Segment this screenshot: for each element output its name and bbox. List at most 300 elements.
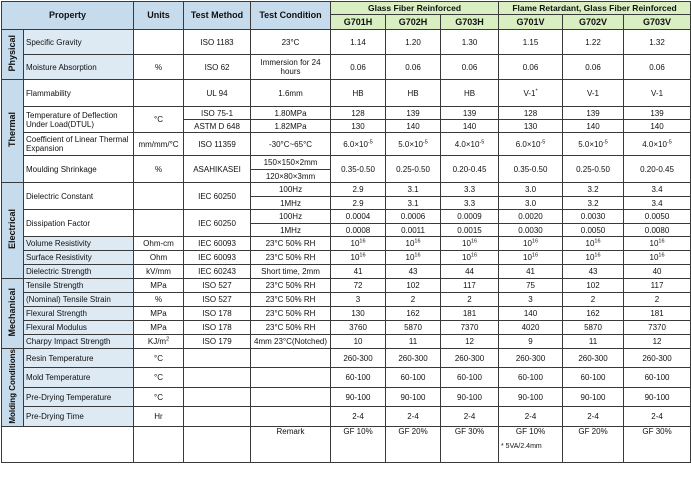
table-row: [2, 321, 691, 335]
property-name: Surface Resistivity: [24, 251, 134, 265]
units-cell: MPa: [134, 321, 184, 335]
value-cell: 2: [624, 293, 691, 307]
value-cell: 2-4: [441, 407, 499, 426]
value-base: 4.0×10: [642, 139, 667, 149]
table-row: [2, 80, 691, 107]
units-cell: MPa: [134, 307, 184, 321]
test-method-cell: [184, 349, 251, 368]
value-cell: 11: [563, 335, 624, 349]
value-cell: 130: [331, 307, 386, 321]
remark-text: GF 10%: [515, 426, 546, 436]
remark-blank: [2, 426, 134, 462]
value-cell: 140: [499, 307, 563, 321]
value-base: 5.0×10: [578, 139, 603, 149]
units-cell: [134, 30, 184, 55]
units-cell: [134, 335, 184, 349]
units-cell: °C: [134, 107, 184, 133]
value-cell: 0.20-0.45: [624, 156, 691, 183]
value-cell: 2-4: [331, 407, 386, 426]
test-method-cell: ISO 178: [184, 307, 251, 321]
property-name: Moisture Absorption: [24, 55, 134, 80]
property-name: Mold Temperature: [24, 368, 134, 387]
value-cell: 1.22: [563, 30, 624, 55]
property-name: Flammability: [24, 80, 134, 107]
value-cell: 0.06: [386, 55, 441, 80]
value-exponent: -5: [367, 138, 373, 145]
value-cell: 0.35-0.50: [499, 156, 563, 183]
value-cell: 260-300: [331, 349, 386, 368]
value-cell: 12: [441, 335, 499, 349]
value-cell: [563, 237, 624, 251]
remark-value: [624, 426, 691, 462]
test-condition-cell: 23°C 50% RH: [251, 279, 331, 293]
test-method-cell: ISO 178: [184, 321, 251, 335]
value-cell: 3.1: [386, 197, 441, 210]
units-cell: [134, 183, 184, 210]
value-cell: 128: [499, 107, 563, 120]
value-cell: [331, 133, 386, 156]
value-exponent: 16: [414, 238, 421, 245]
property-name: Dielectric Strength: [24, 265, 134, 279]
value-exponent: 16: [470, 238, 478, 245]
value-cell: [499, 133, 563, 156]
value-cell: 0.0015: [441, 224, 499, 237]
value-cell: 2-4: [563, 407, 624, 426]
test-condition-header: Test Condition: [251, 2, 331, 30]
value-cell: 181: [441, 307, 499, 321]
value-base: 10: [462, 253, 471, 262]
value-cell: 1.30: [441, 30, 499, 55]
grade-header: G701V: [499, 15, 563, 30]
value-cell: 1.14: [331, 30, 386, 55]
value-cell: [441, 251, 499, 265]
table-row: [2, 30, 691, 55]
value-cell: 3.4: [624, 183, 691, 197]
remark-text: GF 30%: [454, 426, 485, 436]
group-flame-retardant: Flame Retardant, Glass Fiber Reinforced: [499, 2, 691, 15]
value-cell: 0.0030: [499, 224, 563, 237]
test-condition-cell: 23°C 50% RH: [251, 307, 331, 321]
value-base: 10: [649, 253, 659, 262]
value-cell: 0.06: [499, 55, 563, 80]
value-cell: 0.0011: [386, 224, 441, 237]
value-cell: 139: [386, 107, 441, 120]
grade-header: G701H: [331, 15, 386, 30]
value-cell: 3.0: [499, 183, 563, 197]
value-exponent: -5: [666, 138, 672, 145]
units-cell: MPa: [134, 279, 184, 293]
test-method-cell: ISO 179: [184, 335, 251, 349]
value-cell: 90-100: [624, 387, 691, 406]
value-cell: [441, 133, 499, 156]
units-cell: °C: [134, 349, 184, 368]
value-cell: 90-100: [563, 387, 624, 406]
property-name: Specific Gravity: [24, 30, 134, 55]
value-cell: 0.35-0.50: [331, 156, 386, 183]
value-cell: 60-100: [386, 368, 441, 387]
value-cell: 0.20-0.45: [441, 156, 499, 183]
units-cell: [134, 80, 184, 107]
test-method-cell: [184, 368, 251, 387]
units-cell: %: [134, 156, 184, 183]
property-name: Temperature of Deflection Under Load(DTUL): [24, 107, 134, 133]
value-cell: 1.20: [386, 30, 441, 55]
value-cell: 0.0008: [331, 224, 386, 237]
value-cell: [499, 80, 563, 107]
value-cell: 5870: [386, 321, 441, 335]
category-label: Physical: [7, 35, 17, 72]
value-cell: 0.0009: [441, 210, 499, 224]
table-row: [2, 183, 691, 197]
test-method-cell: UL 94: [184, 80, 251, 107]
footnote: * 5VA/2.4mm: [501, 442, 542, 450]
remark-text: GF 30%: [642, 426, 672, 436]
value-base: 10: [350, 253, 360, 262]
value-cell: 260-300: [499, 349, 563, 368]
value-cell: 0.0080: [624, 224, 691, 237]
table-row: [2, 133, 691, 156]
remark-text: GF 20%: [398, 426, 428, 436]
property-header: Property: [2, 2, 134, 30]
value-exponent: 16: [658, 238, 665, 245]
value-cell: 140: [441, 120, 499, 133]
property-name: Dielectric Constant: [24, 183, 134, 210]
value-cell: 0.0050: [563, 224, 624, 237]
value-cell: 9: [499, 335, 563, 349]
value-cell: 140: [563, 120, 624, 133]
value-cell: 10: [331, 335, 386, 349]
value-cell: 0.0004: [331, 210, 386, 224]
value-cell: 43: [563, 265, 624, 279]
value-cell: 102: [563, 279, 624, 293]
table-row: [2, 407, 691, 426]
value-cell: 12: [624, 335, 691, 349]
value-cell: 162: [563, 307, 624, 321]
table-row: [2, 293, 691, 307]
table-row: [2, 156, 691, 170]
remark-text: GF 10%: [343, 426, 373, 436]
test-condition-cell: -30°C~65°C: [251, 133, 331, 156]
test-condition-cell: [251, 368, 331, 387]
value-cell: 3760: [331, 321, 386, 335]
test-condition-cell: 4mm 23°C(Notched): [251, 335, 331, 349]
value-cell: 75: [499, 279, 563, 293]
value-cell: 117: [624, 279, 691, 293]
value-base: 10: [649, 239, 659, 248]
value-cell: 260-300: [563, 349, 624, 368]
value-cell: 260-300: [441, 349, 499, 368]
value-cell: [386, 237, 441, 251]
test-method-cell: IEC 60243: [184, 265, 251, 279]
value-cell: 90-100: [331, 387, 386, 406]
units-cell: kV/mm: [134, 265, 184, 279]
table-row: [2, 210, 691, 224]
units-cell: mm/mm/°C: [134, 133, 184, 156]
test-method-cell: [184, 407, 251, 426]
value-cell: V-1: [563, 80, 624, 107]
value-cell: 60-100: [499, 368, 563, 387]
property-name: Pre-Drying Time: [24, 407, 134, 426]
value-base: 10: [523, 239, 532, 248]
value-exponent: -5: [479, 138, 485, 145]
test-condition-cell: 1.80MPa: [251, 107, 331, 120]
value-cell: HB: [386, 80, 441, 107]
table-row: [2, 368, 691, 387]
value-base: V-1: [523, 88, 536, 98]
value-cell: 2.9: [331, 183, 386, 197]
value-cell: [499, 237, 563, 251]
value-cell: 60-100: [331, 368, 386, 387]
value-cell: 3: [331, 293, 386, 307]
table-row: [2, 349, 691, 368]
value-cell: 0.0050: [624, 210, 691, 224]
units-cell: Hr: [134, 407, 184, 426]
remark-value: [386, 426, 441, 462]
category-thermal: [2, 80, 24, 183]
value-cell: [386, 251, 441, 265]
value-cell: [624, 251, 691, 265]
value-exponent: 16: [470, 252, 478, 259]
value-exponent: -5: [422, 138, 428, 145]
value-base: 10: [350, 239, 360, 248]
grade-header: G703H: [441, 15, 499, 30]
test-condition-cell: 1MHz: [251, 224, 331, 237]
test-condition-cell: 23°C 50% RH: [251, 237, 331, 251]
value-cell: 2-4: [386, 407, 441, 426]
value-cell: [624, 133, 691, 156]
remark-value: [331, 426, 386, 462]
units-cell: [134, 210, 184, 237]
remark-value: [499, 426, 563, 462]
value-cell: [499, 251, 563, 265]
value-cell: 3.4: [624, 197, 691, 210]
value-cell: [386, 133, 441, 156]
value-cell: 7370: [441, 321, 499, 335]
value-base: 10: [405, 239, 415, 248]
value-cell: HB: [441, 80, 499, 107]
value-cell: 0.0030: [563, 210, 624, 224]
value-cell: 0.25-0.50: [563, 156, 624, 183]
test-method-cell: ISO 1183: [184, 30, 251, 55]
table-row: [2, 55, 691, 80]
value-exponent: 16: [414, 252, 421, 259]
value-cell: 140: [624, 120, 691, 133]
category-molding-conditions: [2, 349, 24, 427]
table-row: [2, 279, 691, 293]
test-condition-cell: 1.6mm: [251, 80, 331, 107]
grade-header: G703V: [624, 15, 691, 30]
units-cell: %: [134, 293, 184, 307]
value-cell: 1.32: [624, 30, 691, 55]
value-base: 10: [523, 253, 532, 262]
property-name: Coefficient of Linear Thermal Expansion: [24, 133, 134, 156]
value-cell: [331, 251, 386, 265]
value-cell: 2.9: [331, 197, 386, 210]
category-label: Mechanical: [7, 288, 17, 337]
test-method-cell: ASAHIKASEI: [184, 156, 251, 183]
test-condition-cell: Immersion for 24 hours: [251, 55, 331, 80]
value-cell: V-1: [624, 80, 691, 107]
test-method-cell: IEC 60250: [184, 210, 251, 237]
value-cell: 3.3: [441, 197, 499, 210]
value-cell: 0.0006: [386, 210, 441, 224]
test-condition-cell: Short time, 2mm: [251, 265, 331, 279]
value-cell: HB: [331, 80, 386, 107]
value-cell: [563, 251, 624, 265]
value-cell: 40: [624, 265, 691, 279]
remark-blank: [134, 426, 184, 462]
value-base: 10: [405, 253, 415, 262]
test-method-cell: ISO 62: [184, 55, 251, 80]
test-condition-cell: 120×80×3mm: [251, 170, 331, 183]
value-cell: 3.0: [499, 197, 563, 210]
value-exponent: 16: [531, 252, 539, 259]
table-row: [2, 2, 691, 15]
value-cell: 0.25-0.50: [386, 156, 441, 183]
value-cell: 60-100: [441, 368, 499, 387]
property-name: Charpy Impact Strength: [24, 335, 134, 349]
test-method-cell: ISO 11359: [184, 133, 251, 156]
property-name: Flexural Strength: [24, 307, 134, 321]
table-row: [2, 335, 691, 349]
test-condition-cell: 23°C 50% RH: [251, 321, 331, 335]
category-label: Thermal: [7, 112, 17, 148]
value-exponent: 16: [359, 252, 366, 259]
test-method-cell: ISO 75-1: [184, 107, 251, 120]
footnote-mark: *: [535, 87, 538, 94]
test-condition-cell: 23°C: [251, 30, 331, 55]
properties-table: [1, 1, 691, 463]
value-cell: 11: [386, 335, 441, 349]
value-cell: 3.2: [563, 197, 624, 210]
value-cell: 181: [624, 307, 691, 321]
test-method-header: Test Method: [184, 2, 251, 30]
test-method-cell: IEC 60093: [184, 237, 251, 251]
value-exponent: 16: [359, 238, 366, 245]
category-physical: [2, 30, 24, 80]
value-cell: 139: [563, 107, 624, 120]
category-label: Molding Conditions: [8, 349, 17, 424]
value-cell: 72: [331, 279, 386, 293]
value-base: 4.0×10: [454, 139, 480, 149]
property-name: Moulding Shrinkage: [24, 156, 134, 183]
value-cell: 60-100: [624, 368, 691, 387]
value-exponent: 16: [531, 238, 539, 245]
table-row: [2, 426, 691, 462]
value-cell: 3.1: [386, 183, 441, 197]
value-base: 10: [585, 239, 595, 248]
table-row: [2, 387, 691, 406]
value-cell: 44: [441, 265, 499, 279]
value-cell: 3: [499, 293, 563, 307]
category-electrical: [2, 183, 24, 279]
value-base: KJ/m: [147, 337, 167, 346]
test-method-cell: IEC 60093: [184, 251, 251, 265]
value-cell: 41: [331, 265, 386, 279]
value-cell: [624, 237, 691, 251]
value-cell: 260-300: [386, 349, 441, 368]
value-cell: 2-4: [499, 407, 563, 426]
value-cell: 3.2: [563, 183, 624, 197]
value-cell: 1.15: [499, 30, 563, 55]
value-cell: 3.3: [441, 183, 499, 197]
test-condition-cell: 1MHz: [251, 197, 331, 210]
test-method-cell: ISO 527: [184, 279, 251, 293]
test-method-cell: IEC 60250: [184, 183, 251, 210]
value-cell: 162: [386, 307, 441, 321]
value-cell: [441, 237, 499, 251]
table-row: [2, 307, 691, 321]
remark-value: [563, 426, 624, 462]
value-cell: 90-100: [499, 387, 563, 406]
value-cell: 5870: [563, 321, 624, 335]
value-cell: 140: [386, 120, 441, 133]
table-row: [2, 107, 691, 120]
value-cell: 0.0020: [499, 210, 563, 224]
remark-label: Remark: [251, 426, 331, 462]
value-exponent: 16: [594, 238, 601, 245]
test-condition-cell: [251, 349, 331, 368]
test-condition-cell: 23°C 50% RH: [251, 251, 331, 265]
test-condition-cell: 100Hz: [251, 210, 331, 224]
property-name: Pre-Drying Temperature: [24, 387, 134, 406]
test-method-cell: ASTM D 648: [184, 120, 251, 133]
table-row: [2, 265, 691, 279]
value-exponent: 2: [166, 336, 170, 343]
value-cell: 2-4: [624, 407, 691, 426]
value-cell: 139: [624, 107, 691, 120]
value-cell: 0.06: [331, 55, 386, 80]
test-condition-cell: [251, 387, 331, 406]
value-base: 6.0×10: [515, 139, 541, 149]
value-cell: 0.06: [624, 55, 691, 80]
value-cell: 4020: [499, 321, 563, 335]
value-cell: 41: [499, 265, 563, 279]
test-condition-cell: 150×150×2mm: [251, 156, 331, 170]
test-method-cell: ISO 527: [184, 293, 251, 307]
value-exponent: -5: [540, 138, 546, 145]
test-condition-cell: [251, 407, 331, 426]
property-name: (Nominal) Tensile Strain: [24, 293, 134, 307]
value-cell: 60-100: [563, 368, 624, 387]
value-cell: 139: [441, 107, 499, 120]
value-cell: 0.06: [441, 55, 499, 80]
property-name: Volume Resistivity: [24, 237, 134, 251]
value-cell: 128: [331, 107, 386, 120]
remark-value: [441, 426, 499, 462]
category-label: Electrical: [7, 209, 17, 250]
table-row: [2, 251, 691, 265]
value-cell: 7370: [624, 321, 691, 335]
value-cell: 2: [563, 293, 624, 307]
value-cell: 2: [441, 293, 499, 307]
property-name: Dissipation Factor: [24, 210, 134, 237]
property-name: Resin Temperature: [24, 349, 134, 368]
units-cell: °C: [134, 387, 184, 406]
value-base: 6.0×10: [343, 139, 368, 149]
units-cell: °C: [134, 368, 184, 387]
value-exponent: -5: [602, 138, 608, 145]
value-cell: 130: [331, 120, 386, 133]
value-cell: 102: [386, 279, 441, 293]
value-cell: [563, 133, 624, 156]
table-row: [2, 237, 691, 251]
property-name: Tensile Strength: [24, 279, 134, 293]
value-cell: 90-100: [441, 387, 499, 406]
value-cell: 90-100: [386, 387, 441, 406]
group-glass-fiber: Glass Fiber Reinforced: [331, 2, 499, 15]
category-mechanical: [2, 279, 24, 349]
